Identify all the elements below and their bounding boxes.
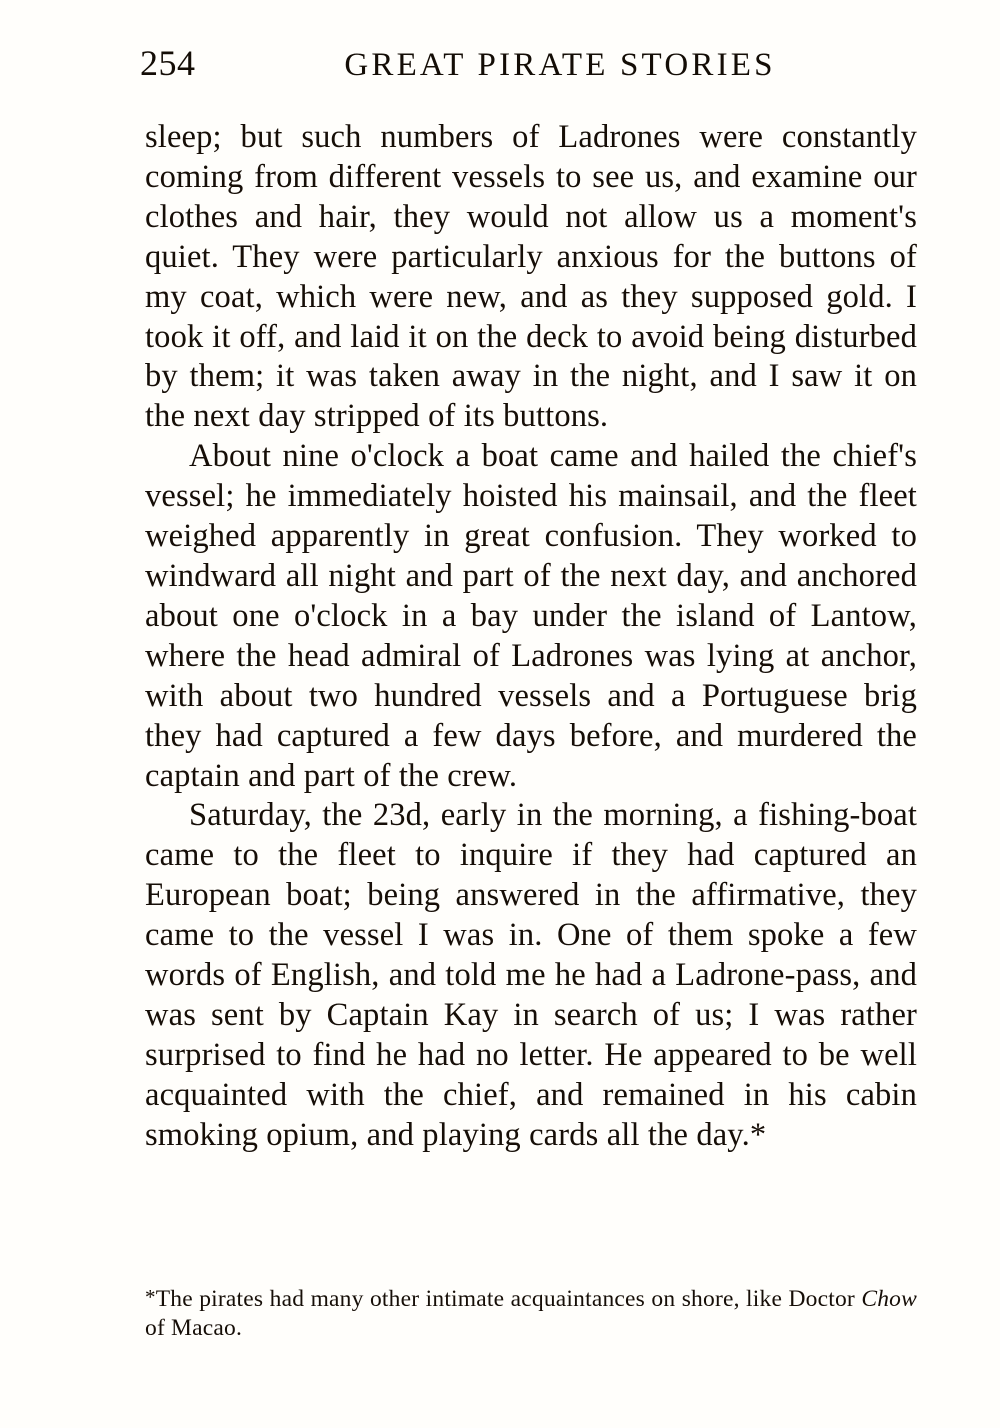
footnote-italic-word: Chow bbox=[861, 1286, 917, 1312]
paragraph-1: sleep; but such numbers of Ladrones were constantly coming from different vessels to see us, and examine our clothes and hair, they would not allow us a moment's quiet. They were particularly anxious for the buttons of my coat, which were new, and as they supposed gold. I took it off, and laid it on the deck to avoid being disturbed by them; it was taken away in the night, and I saw it on the next day stripped of its buttons. bbox=[145, 119, 917, 435]
footnote-text-after: of Macao. bbox=[145, 1315, 243, 1341]
paragraph-2: About nine o'clock a boat came and hailed the chief's vessel; he immediately hoisted his mainsail, and the fleet weighed apparently in great confusion. They worked to windward all night and part of the next day, and anchored about one o'clock in a bay under the island of Lantow, where the head admiral of Ladrones was lying at anchor, with about two hundred vessels and a Portuguese brig they had captured a few days before, and murdered the captain and part of the crew. bbox=[145, 438, 917, 794]
page-header bbox=[140, 42, 870, 92]
footnote-text-before: The pirates had many other intimate acquaintances on shore, like Doctor bbox=[155, 1286, 862, 1312]
page-number: 254 bbox=[140, 43, 196, 83]
paragraph-3: Saturday, the 23d, early in the morning, a fishing-boat came to the fleet to inquire if they had captured an European boat; being answered in the affirmative, they came to the vessel I was in. One of them spoke a few words of English, and told me he had a Ladrone-pass, and was sent by Captain Kay in search of us; I was rather surprised to find he had no letter. He appeared to be well acquainted with the chief, and remained in his cabin smoking opium, and playing cards all the day.* bbox=[145, 797, 917, 1153]
footnote bbox=[145, 1283, 917, 1343]
page-body bbox=[145, 118, 917, 1156]
running-head-title: GREAT PIRATE STORIES bbox=[344, 47, 776, 83]
footnote-marker: * bbox=[145, 1285, 156, 1309]
